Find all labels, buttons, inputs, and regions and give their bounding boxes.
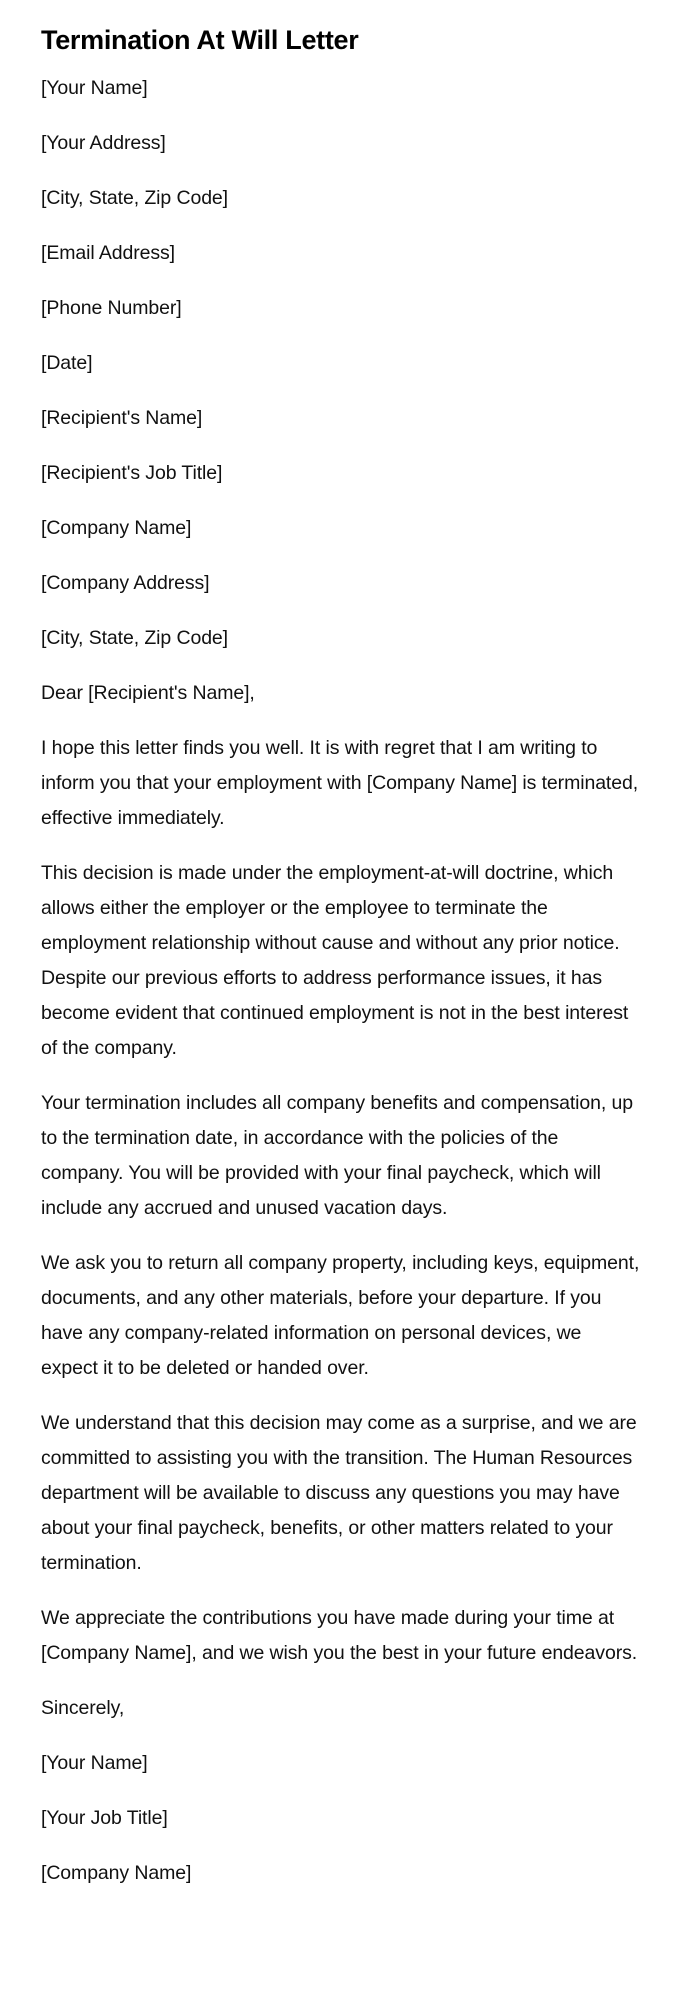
recipient-city-state-zip: [City, State, Zip Code] (41, 627, 228, 649)
signature-job-title: [Your Job Title] (41, 1807, 168, 1829)
recipient-company-name: [Company Name] (41, 517, 192, 539)
closing: Sincerely, (41, 1697, 125, 1719)
recipient-name: [Recipient's Name] (41, 407, 203, 429)
recipient-block (41, 401, 640, 656)
sender-name: [Your Name] (41, 77, 148, 99)
document-title: Termination At Will Letter (41, 25, 359, 55)
body-paragraph: We appreciate the contributions you have made during your time at [Company Name], and we wish you the best in your future endeavors. (41, 1607, 638, 1664)
salutation: Dear [Recipient's Name], (41, 682, 255, 704)
sender-block (41, 71, 640, 381)
body-paragraph: I hope this letter finds you well. It is with regret that I am writing to inform you that your employment with [Company Name] is terminated, effective immediately. (41, 737, 639, 829)
letter-date: [Date] (41, 352, 93, 374)
body-paragraph: We ask you to return all company property, including keys, equipment, documents, and any other materials, before your departure. If you have any company-related information on personal devices, we expect it to be deleted or handed over. (41, 1252, 640, 1379)
body-paragraph: This decision is made under the employment-at-will doctrine, which allows either the employer or the employee to terminate the employment relationship without cause and without any prior notice. Despite our previous efforts to address performance issues, it has become evident that continued employment is not in the best interest of the company. (41, 862, 629, 1059)
body-paragraph: Your termination includes all company benefits and compensation, up to the termination date, in accordance with the policies of the company. You will be provided with your final paycheck, which will include any accrued and unused vacation days. (41, 1092, 634, 1219)
sender-email: [Email Address] (41, 242, 175, 264)
signature-name: [Your Name] (41, 1752, 148, 1774)
body-paragraph: We understand that this decision may come as a surprise, and we are committed to assisting you with the transition. The Human Resources department will be available to discuss any questions you may have about your final paycheck, benefits, or other matters related to your termination. (41, 1412, 637, 1574)
letter-body (41, 731, 640, 1671)
recipient-job-title: [Recipient's Job Title] (41, 462, 223, 484)
signature-block (41, 1746, 640, 1891)
signature-company-name: [Company Name] (41, 1862, 192, 1884)
recipient-company-address: [Company Address] (41, 572, 210, 594)
sender-phone: [Phone Number] (41, 297, 182, 319)
sender-city-state-zip: [City, State, Zip Code] (41, 187, 228, 209)
sender-address: [Your Address] (41, 132, 166, 154)
